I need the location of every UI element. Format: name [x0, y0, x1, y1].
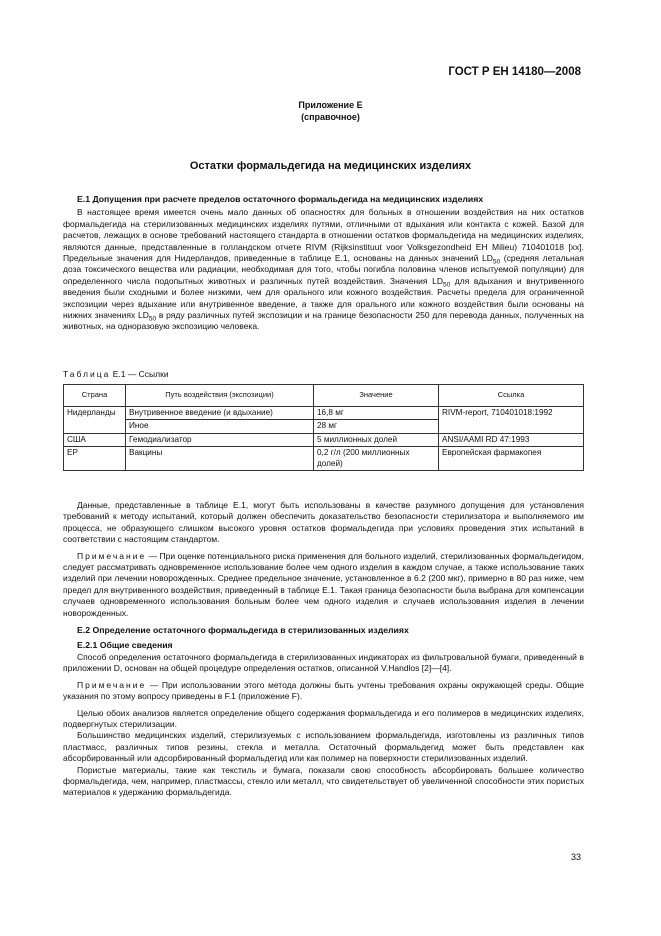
- table-row: [64, 406, 584, 420]
- page-number: 33: [570, 852, 581, 862]
- e1-text-a: В настоящее время имеется очень мало данных об опасностях для больных в отношении воздействия на них остатков формальдегида на стерилизованных медицинских изделиях путями, отличными от вдыхания или контакта с кожей. Базой для расчетов, лежащих в основе требований настоящего стандарта в отношении остатков формальдегида на медицинских изделиях, являются данные, представленные в голландском отчете RIVM (Rijksinstituut voor Volksgezondheid EH Milieu) 710401018 [xx]. Предельные значения для Нидерландов, приведенные в таблице Е.1, основаны на данных значений LD: [63, 207, 584, 264]
- annex-label: [0, 99, 661, 123]
- paragraph-e21-method: Способ определения остаточного формальдегида в стерилизованных индикаторах из фильтровальной бумаги, приведенный в приложении D, основан на общей процедуре определения остатков, описанной V.Handlos [2]—[4].: [63, 651, 584, 674]
- cell-route: Гемодиализатор: [126, 433, 314, 447]
- cell-value: 28 мг: [314, 420, 439, 434]
- ld50-sub: 50: [442, 281, 451, 289]
- col-header-value: Значение: [314, 385, 439, 407]
- paragraph-materials: Большинство медицинских изделий, стерилизуемых с использованием формальдегида, изготовлены из различных типов пластмасс, различных типов резины, стекла и металла. Остаточный формальдегид может быть представлен как абсорбированный или адсорбированный формальдегид или как полимер на поверхности стерилизованных изделий.: [63, 730, 584, 764]
- note-1: [63, 551, 584, 619]
- standard-number: ГОСТ Р ЕН 14180—2008: [448, 66, 581, 78]
- table-caption-label: Таблица: [63, 369, 111, 379]
- col-header-country: Страна: [64, 385, 126, 407]
- e1-text-b: (средняя летальная доза токсического вещества или радиации, необходимая для того, чтобы погибла половина членов испытуемой популяции) для определенного числа подопытных животных и различных путей воздействия. Значения LD: [63, 253, 584, 286]
- section-e1: [63, 194, 584, 333]
- note-1-label: Примечание: [77, 550, 147, 561]
- e1-text-c: для вдыхания и внутривенного введения были сходными и более низкими, чем для орального или кожного воздействия. Расчеты предела для ограниченной экспозиции через вдыхание или внутривенное введение, а также для орального или кожного воздействия были основаны на нижних значениях LD: [63, 275, 584, 321]
- cell-route: Вакцины: [126, 447, 314, 471]
- note-2-label: Примечание: [77, 679, 147, 690]
- table-caption: [63, 369, 169, 379]
- note-2: [63, 680, 584, 703]
- cell-value: 0,2 г/л (200 миллионных долей): [314, 447, 439, 471]
- paragraph-table-usage: Данные, представленные в таблице Е.1, могут быть использованы в качестве разумного допущения для установления требований к методу испытаний, который должен обеспечить доказательство безопасности стерилизатора и выполняемого им процесса, не образующего слишком высокого уровня остатков формальдегида при условиях проведения этих испытаний в соответствии с настоящим стандартом.: [63, 500, 584, 545]
- body-after-table: [63, 500, 584, 799]
- ld50-sub: 50: [148, 315, 157, 323]
- cell-reference: Европейская фармакопея: [439, 447, 584, 471]
- note-1-text: — При оценке потенциального риска применения для больного изделий, стерилизованных формальдегидом, следует рассматривать одновременное использование более чем одного изделия в каждом случае, а также использование таких изделий при лечении новорожденных. Среднее предельное значение, установленное в 6.2 (200 мкг), примерно в 80 раз ниже, чем предел для внутривенного воздействия, приведенный в таблице Е.1. Такая граница безопасности была выбрана для компенсации случаев одновременного использования больным более чем одного изделия и случаев использования изделия в лечении новорожденных.: [63, 550, 584, 618]
- cell-country: ЕР: [64, 447, 126, 471]
- document-title: Остатки формальдегида на медицинских изделиях: [189, 160, 472, 172]
- cell-country: Нидерланды: [64, 406, 126, 433]
- cell-reference: RIVM-report, 710401018:1992: [439, 406, 584, 433]
- section-e21-heading: Е.2.1 Общие сведения: [77, 640, 173, 651]
- cell-value: 16,8 мг: [314, 406, 439, 420]
- paragraph-analysis-goal: Целью обоих анализов является определение общего содержания формальдегида и его полимеров в медицинских изделиях, подвергнутых стерилизации.: [63, 707, 584, 729]
- paragraph-porous: Пористые материалы, такие как текстиль и бумага, показали свою способность абсорбировать большее количество формальдегида, чем, например, пластмассы, стекло или металл, что свидетельствует об увеличенной способности этих пористых материалов к удержанию формальдегида.: [63, 764, 584, 798]
- section-e2-heading: Е.2 Определение остаточного формальдегида в стерилизованных изделиях: [77, 625, 409, 636]
- cell-route: Иное: [126, 420, 314, 434]
- table-caption-text: Е.1 — Ссылки: [110, 369, 169, 379]
- note-2-text: — При использовании этого метода должны быть учтены требования охраны окружающей среды. Общие указания по этому вопросу приведены в F.1 (приложение F).: [63, 679, 584, 702]
- section-e1-heading: Е.1 Допущения при расчете пределов остаточного формальдегида на медицинских изделиях: [77, 194, 484, 204]
- annex-subtitle: (справочное): [301, 112, 360, 122]
- annex-title: Приложение Е: [298, 100, 363, 110]
- table-header-row: [64, 385, 584, 407]
- table-row: [64, 433, 584, 447]
- table-row: [64, 447, 584, 471]
- cell-reference: ANSI/AAMI RD 47:1993: [439, 433, 584, 447]
- cell-route: Внутривенное введение (и вдыхание): [126, 406, 314, 420]
- e1-text-d: в ряду различных путей экспозиции и на границе безопасности 250 для перевода данных, полученных на животных, на одноразовую экспозицию человека.: [63, 310, 584, 332]
- col-header-reference: Ссылка: [439, 385, 584, 407]
- section-e1-paragraph: [63, 207, 584, 332]
- cell-country: США: [64, 433, 126, 447]
- cell-value: 5 миллионных долей: [314, 433, 439, 447]
- ld50-sub: 50: [492, 258, 501, 266]
- col-header-route: Путь воздействия (экспозиции): [126, 385, 314, 407]
- reference-table: [63, 384, 584, 471]
